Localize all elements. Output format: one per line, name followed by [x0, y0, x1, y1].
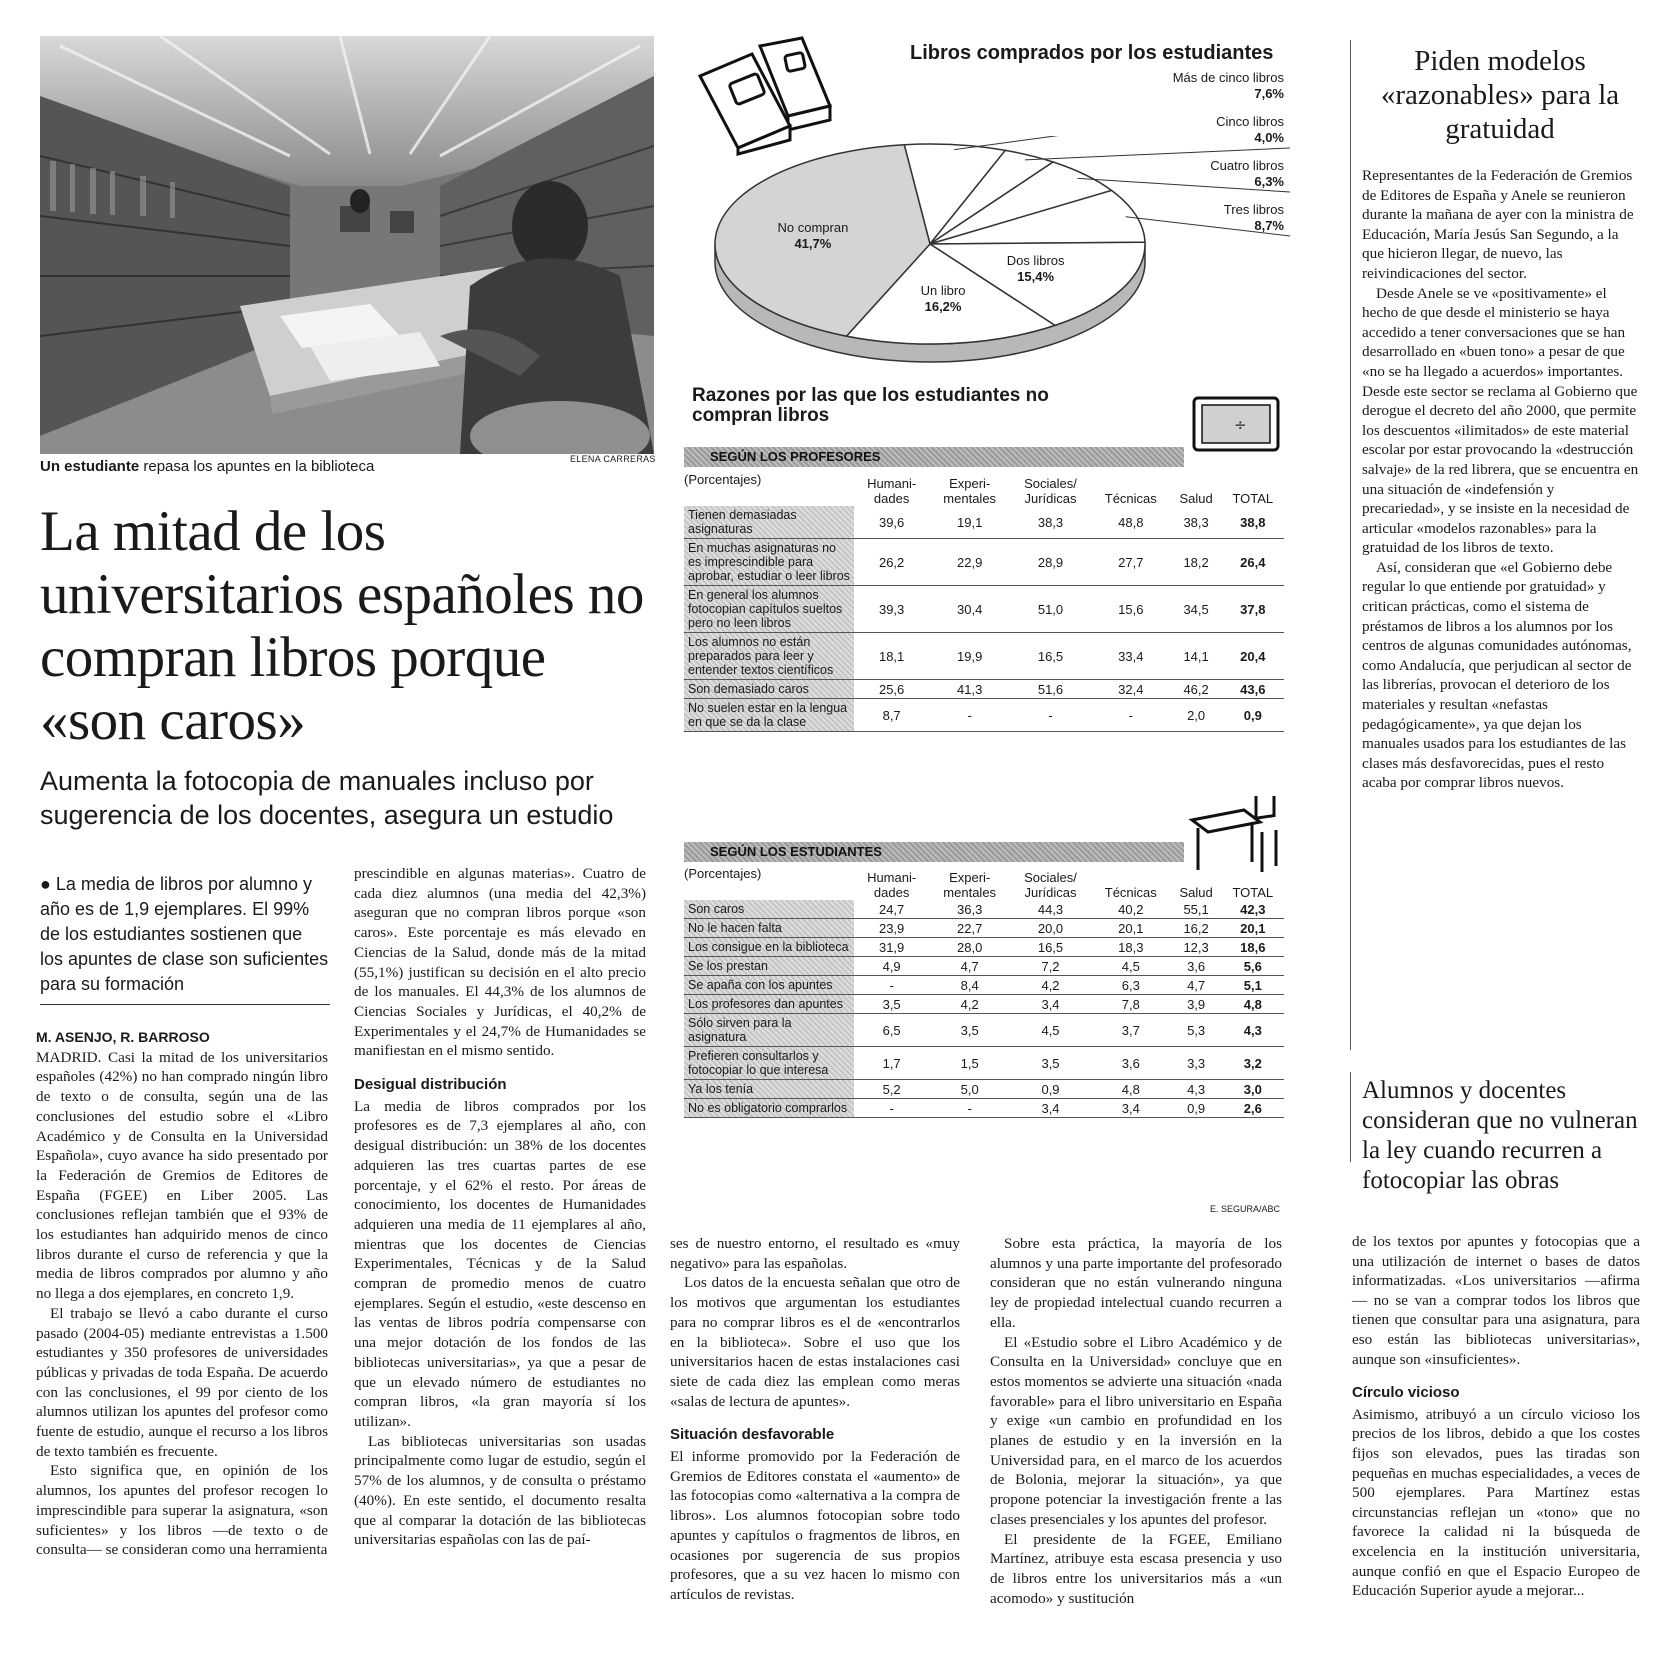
- value-cell: -: [854, 1099, 929, 1118]
- pie-label-value: 41,7%: [794, 236, 832, 252]
- value-cell: 39,3: [854, 586, 929, 633]
- pie-label-name: Dos libros: [1006, 252, 1065, 268]
- column-header: Humani- dades: [867, 870, 917, 900]
- total-cell: 4,3: [1222, 1014, 1284, 1047]
- pie-label: [1084, 158, 1284, 190]
- value-cell: 3,4: [1091, 1099, 1171, 1118]
- value-cell: 44,3: [1010, 900, 1091, 919]
- row-label: En muchas asignaturas no es imprescindible para aprobar, estudiar o leer libros: [684, 539, 854, 586]
- value-cell: 51,6: [1010, 680, 1091, 699]
- paragraph: Las bibliotecas universitarias son usadas principalmente como lugar de estudio, según el 57% de los alumnos, y de consulta o préstamo (40%). En este sentido, el documento resalta que al comparar la dotación de las bibliotecas universitarias españolas con las de paí-: [354, 1432, 646, 1549]
- svg-text:÷: ÷: [1234, 416, 1247, 434]
- paragraph: Desde Anele se ve «positivamente» el hecho de que desde el ministerio se haya accedido a tener conversaciones que se han desarrollado en «buen tono» a pesar de que «no se ha llegado a acuerdos» importantes. Desde este sector se reclama al Gobierno que derogue el decreto del año 2000, que permite los descuentos «ilimitados» de este material escolar por estar provocando la «destrucción salvaje» de la red librera, que se encuentra en una situación de «indefensión y precariedad», y se insiste en la necesidad de articular «modelos razonables» para la gratuidad de los libros de texto.: [1362, 284, 1639, 557]
- value-cell: -: [929, 699, 1010, 732]
- table-estudiantes: [684, 866, 1284, 1118]
- table-row: [684, 1099, 1284, 1118]
- article-column-2: [354, 864, 646, 1550]
- value-cell: 28,9: [1010, 539, 1091, 586]
- value-cell: 46,2: [1171, 680, 1222, 699]
- value-cell: 15,6: [1091, 586, 1171, 633]
- column-header: TOTAL: [1232, 491, 1274, 506]
- value-cell: 28,0: [929, 938, 1010, 957]
- value-cell: 16,2: [1171, 919, 1222, 938]
- value-cell: 3,5: [854, 995, 929, 1014]
- total-cell: 5,1: [1222, 976, 1284, 995]
- value-cell: 18,2: [1171, 539, 1222, 586]
- total-cell: 18,6: [1222, 938, 1284, 957]
- row-label: No le hacen falta: [684, 919, 854, 938]
- summary: [40, 872, 330, 997]
- table-row: [684, 957, 1284, 976]
- value-cell: 30,4: [929, 586, 1010, 633]
- value-cell: 38,3: [1171, 506, 1222, 539]
- value-cell: 3,7: [1091, 1014, 1171, 1047]
- value-cell: 6,5: [854, 1014, 929, 1047]
- value-cell: 1,5: [929, 1047, 1010, 1080]
- column-header: TOTAL: [1232, 885, 1274, 900]
- value-cell: 40,2: [1091, 900, 1171, 919]
- value-cell: 27,7: [1091, 539, 1171, 586]
- value-cell: 4,2: [929, 995, 1010, 1014]
- value-cell: 19,9: [929, 633, 1010, 680]
- article-column-1: [36, 1028, 328, 1560]
- value-cell: 48,8: [1091, 506, 1171, 539]
- value-cell: 3,4: [1010, 1099, 1091, 1118]
- row-label: Se los prestan: [684, 957, 854, 976]
- table-row: [684, 976, 1284, 995]
- unit-label: (Porcentajes): [684, 472, 762, 487]
- pie-label-value: 7,6%: [1254, 86, 1284, 101]
- value-cell: 32,4: [1091, 680, 1171, 699]
- total-cell: 5,6: [1222, 957, 1284, 976]
- subheadline: Aumenta la fotocopia de manuales incluso por sugerencia de los docentes, asegura un estudio: [40, 766, 614, 830]
- paragraph: El «Estudio sobre el Libro Académico y de Consulta en la Universidad» concluye que en estos momentos se advierte una situación «nada favorable» para el libro universitario en España y exige «un cambio en profundidad en los planes de estudio y en la inversión en la Universidad para, en el marco de los acuerdos de Bolonia, mejorar la situación», ya que propone potenciar la investigación frente a las clases presenciales y los apuntes del profesor.: [990, 1333, 1282, 1528]
- blackboard-icon: [1190, 394, 1282, 458]
- section-heading: Desigual distribución: [354, 1076, 507, 1094]
- library-photo: [40, 36, 654, 454]
- bullet-icon: ●: [40, 874, 56, 894]
- pie-label: [898, 283, 988, 315]
- pie-label: [1084, 114, 1284, 146]
- total-cell: 26,4: [1222, 539, 1284, 586]
- total-cell: 3,0: [1222, 1080, 1284, 1099]
- value-cell: 33,4: [1091, 633, 1171, 680]
- table-row: [684, 506, 1284, 539]
- paragraph: prescindible en algunas materias». Cuatro de cada diez alumnos (una media del 42,3%) aseguran que no compran libros porque «son caros». Este porcentaje es más elevado en Ciencias de la Salud, donde más de la mitad (55,1%) justifican su decisión en el alto precio de los manuales. El 44,3% de los alumnos de Ciencias Sociales y Jurídicas, el 40,2% de Experimentales y el 24,7% de Humanidades se manifiestan en el mismo sentido.: [354, 865, 646, 1060]
- value-cell: 4,8: [1091, 1080, 1171, 1099]
- value-cell: 22,9: [929, 539, 1010, 586]
- value-cell: 31,9: [854, 938, 929, 957]
- row-label: En general los alumnos fotocopian capítulos sueltos pero no leen libros: [684, 586, 854, 633]
- value-cell: 41,3: [929, 680, 1010, 699]
- value-cell: 8,7: [854, 699, 929, 732]
- total-cell: 20,4: [1222, 633, 1284, 680]
- paragraph: Representantes de la Federación de Gremios de Editores de España y Anele se reunieron durante la mañana de ayer con la ministra de Educación, María Jesús San Segundo, a la que hicieron llegar, de nuevo, las reivindicaciones del sector.: [1362, 167, 1634, 282]
- table-row: [684, 680, 1284, 699]
- value-cell: 36,3: [929, 900, 1010, 919]
- table-header-row: [684, 472, 1284, 506]
- unit-label: (Porcentajes): [684, 866, 762, 881]
- sidebar-body: [1362, 166, 1640, 793]
- value-cell: 4,7: [929, 957, 1010, 976]
- pie-label-value: 15,4%: [1017, 268, 1055, 284]
- reasons-title: Razones por las que los estudiantes no compran libros: [692, 385, 1049, 426]
- value-cell: 4,7: [1171, 976, 1222, 995]
- column-header: Sociales/ Jurídicas: [1024, 476, 1077, 506]
- column-header: Salud: [1179, 491, 1213, 506]
- value-cell: -: [929, 1099, 1010, 1118]
- value-cell: -: [854, 976, 929, 995]
- section-heading: Círculo vicioso: [1352, 1384, 1460, 1402]
- value-cell: 3,5: [1010, 1047, 1091, 1080]
- table-row: [684, 586, 1284, 633]
- value-cell: 7,2: [1010, 957, 1091, 976]
- column-header: Humani- dades: [867, 476, 917, 506]
- sidebar-rule: [1350, 1072, 1351, 1162]
- total-cell: 43,6: [1222, 680, 1284, 699]
- table-row: [684, 1047, 1284, 1080]
- total-cell: 42,3: [1222, 900, 1284, 919]
- headline: La mitad de los universitarios españoles no compran libros porque «son caros»: [40, 500, 644, 752]
- value-cell: 20,0: [1010, 919, 1091, 938]
- table-row: [684, 1080, 1284, 1099]
- paragraph: Sobre esta práctica, la mayoría de los alumnos y una parte importante del profesorado consideran que no están vulnerando ninguna ley de propiedad intelectual cuando recurren a ella.: [990, 1235, 1282, 1331]
- total-cell: 0,9: [1222, 699, 1284, 732]
- pie-title: Libros comprados por los estudiantes: [910, 42, 1274, 64]
- value-cell: 39,6: [854, 506, 929, 539]
- band-estudiantes: SEGÚN LOS ESTUDIANTES: [684, 842, 1184, 862]
- sidebar-rule: [1350, 40, 1351, 1050]
- value-cell: 18,1: [854, 633, 929, 680]
- row-label: Son caros: [684, 900, 854, 919]
- value-cell: 1,7: [854, 1047, 929, 1080]
- pie-label-value: 6,3%: [1254, 174, 1284, 189]
- value-cell: 4,3: [1171, 1080, 1222, 1099]
- sidebar2-body: [1352, 1232, 1640, 1601]
- paragraph: ses de nuestro entorno, el resultado es «muy negativo» para las españolas.: [670, 1235, 960, 1272]
- column-header: Técnicas: [1104, 491, 1157, 506]
- sidebar2-title: Alumnos y docentes consideran que no vulneran la ley cuando recurren a fotocopiar las obras: [1362, 1077, 1638, 1194]
- row-label: Los alumnos no están preparados para leer y entender textos científicos: [684, 633, 854, 680]
- pie-label: [768, 220, 858, 252]
- photo-credit: ELENA CARRERAS: [570, 454, 656, 464]
- value-cell: 55,1: [1171, 900, 1222, 919]
- pie-label-name: Cuatro libros: [1210, 158, 1284, 173]
- value-cell: 0,9: [1171, 1099, 1222, 1118]
- pie-label-name: Más de cinco libros: [1172, 70, 1284, 85]
- paragraph: Los datos de la encuesta señalan que otro de los motivos que argumentan los estudiantes para no comprar libros es el de «encontrarlos en la biblioteca». Sobre el uso que los universitarios hacen de estas instalaciones casi siete de cada diez las emplean como meras «salas de lectura de apuntes».: [670, 1274, 960, 1410]
- row-label: No es obligatorio comprarlos: [684, 1099, 854, 1118]
- total-cell: 2,6: [1222, 1099, 1284, 1118]
- total-cell: 20,1: [1222, 919, 1284, 938]
- total-cell: 4,8: [1222, 995, 1284, 1014]
- value-cell: 3,6: [1171, 957, 1222, 976]
- total-cell: 37,8: [1222, 586, 1284, 633]
- value-cell: 4,5: [1091, 957, 1171, 976]
- value-cell: 3,6: [1091, 1047, 1171, 1080]
- library-photo-illustration: [40, 36, 654, 454]
- table-row: [684, 699, 1284, 732]
- table-row: [684, 900, 1284, 919]
- photo-caption-text: repasa los apuntes en la biblioteca: [139, 458, 375, 475]
- value-cell: 14,1: [1171, 633, 1222, 680]
- paragraph: MADRID. Casi la mitad de los universitarios españoles (42%) no han comprado ningún libro de texto o de consulta, según una de las conclusiones del estudio sobre el «Libro Académico y de Consulta en la Universidad Española», cuyo avance ha sido presentado por la Federación de Gremios de Editores de España (FGEE) en Liber 2005. Las conclusiones reflejan también que el 93% de los estudiantes han adquirido menos de cinco libros durante el curso de referencia y que la media de libros comprados por alumno y año no llega a dos ejemplares, en concreto 1,9.: [36, 1048, 328, 1303]
- sidebar-title: Piden modelos «razonables» para la gratuidad: [1380, 45, 1620, 145]
- graphic-credit: E. SEGURA/ABC: [1210, 1204, 1281, 1214]
- value-cell: 0,9: [1010, 1080, 1091, 1099]
- value-cell: 5,3: [1171, 1014, 1222, 1047]
- paragraph: La media de libros comprados por los profesores es de 7,3 ejemplares al año, con desigual distribución: un 38% de los docentes adquieren las tres cuartas partes de ese porcentaje, y el 62% el resto. Por áreas de conocimiento, los docentes de Humanidades adquieren una media de 11 ejemplares al año, mientras que los docentes de Ciencias Experimentales, Técnicas y de la Salud compran de promedio menos de cuatro ejemplares. Según el estudio, «este descenso en las ventas de libros podría compensarse con una mejor dotación de los fondos de las bibliotecas universitarias», ya que a pesar de que un elevado número de estudiantes no compran libros, «la gran mayoría sí los utilizan».: [354, 1097, 646, 1430]
- paragraph: Así, consideran que «el Gobierno debe regular lo que entiende por gratuidad» y critican prácticas, como el sistema de préstamos de libros a los alumnos por los centros de algunas comunidades autónomas, como Andalucía, que perjudican al sector de las librerías, provocan el deterioro de los materiales y resultan «nefastas pedagógicamente», ya que dejan los manuales usados para los estudiantes de las clases más desfavorecidas, pues el resto acaba por comprar libros nuevos.: [1362, 558, 1632, 792]
- value-cell: 18,3: [1091, 938, 1171, 957]
- value-cell: 3,5: [929, 1014, 1010, 1047]
- pie-label-value: 4,0%: [1254, 130, 1284, 145]
- pie-label-name: Cinco libros: [1216, 114, 1284, 129]
- value-cell: 51,0: [1010, 586, 1091, 633]
- table-profesores: [684, 472, 1284, 732]
- value-cell: 38,3: [1010, 506, 1091, 539]
- table-row: [684, 919, 1284, 938]
- value-cell: 4,5: [1010, 1014, 1091, 1047]
- article-column-4: [990, 1234, 1282, 1608]
- paragraph: El informe promovido por la Federación de Gremios de Editores constata el «aumento» de las fotocopias como «alternativa a la compra de libros». Los alumnos fotocopian sobre todo apuntes y capítulos o fragmentos de libros, en ocasiones por sugerencia de sus propios profesores, que a su vez hacen lo mismo con artículos de revistas.: [670, 1448, 960, 1603]
- value-cell: 8,4: [929, 976, 1010, 995]
- pie-label-name: Un libro: [920, 282, 966, 298]
- row-label: No suelen estar en la lengua en que se da la clase: [684, 699, 854, 732]
- table-row: [684, 938, 1284, 957]
- article-column-3: [670, 1234, 960, 1605]
- pie-label-name: Tres libros: [1223, 202, 1284, 217]
- row-label: Los profesores dan apuntes: [684, 995, 854, 1014]
- value-cell: 6,3: [1091, 976, 1171, 995]
- value-cell: -: [1010, 699, 1091, 732]
- photo-caption-bold: Un estudiante: [40, 458, 140, 475]
- pie-label: [1084, 202, 1284, 234]
- photo-caption: [40, 458, 470, 475]
- column-header: Sociales/ Jurídicas: [1024, 870, 1077, 900]
- section-heading: Situación desfavorable: [670, 1426, 835, 1444]
- row-label: Sólo sirven para la asignatura: [684, 1014, 854, 1047]
- value-cell: 20,1: [1091, 919, 1171, 938]
- divider: [40, 1004, 330, 1005]
- value-cell: 26,2: [854, 539, 929, 586]
- total-cell: 38,8: [1222, 506, 1284, 539]
- total-cell: 3,2: [1222, 1047, 1284, 1080]
- table-row: [684, 539, 1284, 586]
- row-label: Ya los tenía: [684, 1080, 854, 1099]
- paragraph: Esto significa que, en opinión de los alumnos, los apuntes del profesor recogen lo imprescindible para superar la asignatura, «son suficientes» y los libros —de texto o de consulta— se consideran como una herramienta: [36, 1462, 328, 1559]
- row-label: Son demasiado caros: [684, 680, 854, 699]
- table-row: [684, 633, 1284, 680]
- value-cell: 19,1: [929, 506, 1010, 539]
- value-cell: 5,2: [854, 1080, 929, 1099]
- pie-label-value: 8,7%: [1254, 218, 1284, 233]
- value-cell: 3,4: [1010, 995, 1091, 1014]
- column-header: Técnicas: [1104, 885, 1157, 900]
- row-label: Tienen demasiadas asignaturas: [684, 506, 854, 539]
- value-cell: 7,8: [1091, 995, 1171, 1014]
- pie-label: [1084, 70, 1284, 102]
- value-cell: 4,9: [854, 957, 929, 976]
- column-header: Experi- mentales: [943, 476, 997, 506]
- pie-label: [991, 253, 1081, 285]
- row-label: Los consigue en la biblioteca: [684, 938, 854, 957]
- row-label: Prefieren consultarlos y fotocopiar lo que interesa: [684, 1047, 854, 1080]
- value-cell: 34,5: [1171, 586, 1222, 633]
- value-cell: 5,0: [929, 1080, 1010, 1099]
- table-row: [684, 1014, 1284, 1047]
- band-profesores: SEGÚN LOS PROFESORES: [684, 447, 1184, 467]
- summary-text: La media de libros por alumno y año es de 1,9 ejemplares. El 99% de los estudiantes sostienen que los apuntes de clase son suficientes para su formación: [40, 874, 329, 994]
- paragraph: de los textos por apuntes y fotocopias que a una utilización de internet o bases de datos informatizadas. «Los universitarios —afirma— no se van a comprar todos los libros que tienen que consultar para una asignatura, para eso están las bibliotecas universitarias», aunque son «insuficientes».: [1352, 1233, 1640, 1368]
- value-cell: 25,6: [854, 680, 929, 699]
- paragraph: El presidente de la FGEE, Emiliano Martínez, atribuye esta escasa presencia y uso de libros entre los universitarios más a «un acomodo» y sustitución: [990, 1530, 1282, 1607]
- column-header: Experi- mentales: [943, 870, 997, 900]
- value-cell: -: [1091, 699, 1171, 732]
- pie-label-value: 16,2%: [924, 298, 962, 314]
- table-row: [684, 995, 1284, 1014]
- value-cell: 22,7: [929, 919, 1010, 938]
- pie-infographic: [680, 36, 1300, 376]
- byline: M. ASENJO, R. BARROSO: [36, 1029, 210, 1045]
- column-header: Salud: [1179, 885, 1213, 900]
- value-cell: 4,2: [1010, 976, 1091, 995]
- paragraph: Asimismo, atribuyó a un círculo vicioso los precios de los libros, debido a que los costes fijos son elevados, pues las tiradas son pequeñas en muchas especialidades, a veces de 500 ejemplares. Para Martínez estas circunstancias reflejan un «tono» que no favorece la calidad ni la búsqueda de excelencia en la institución universitaria, aunque confió en que el Espacio Europeo de Educación Superior ayude a mejorar...: [1352, 1405, 1640, 1600]
- value-cell: 3,3: [1171, 1047, 1222, 1080]
- paragraph: El trabajo se llevó a cabo durante el curso pasado (2004-05) mediante entrevistas a 1.500 estudiantes y 350 profesores de universidades públicas y privadas de toda España. De acuerdo con las conclusiones, el 99 por ciento de los alumnos utilizan los apuntes del profesor como fuente de estudio, aunque el recurso a los libros de texto también es frecuente.: [36, 1304, 328, 1460]
- value-cell: 16,5: [1010, 633, 1091, 680]
- value-cell: 2,0: [1171, 699, 1222, 732]
- value-cell: 12,3: [1171, 938, 1222, 957]
- table-header-row: [684, 866, 1284, 900]
- value-cell: 16,5: [1010, 938, 1091, 957]
- value-cell: 24,7: [854, 900, 929, 919]
- row-label: Se apaña con los apuntes: [684, 976, 854, 995]
- value-cell: 3,9: [1171, 995, 1222, 1014]
- value-cell: 23,9: [854, 919, 929, 938]
- pie-label-name: No compran: [777, 220, 849, 236]
